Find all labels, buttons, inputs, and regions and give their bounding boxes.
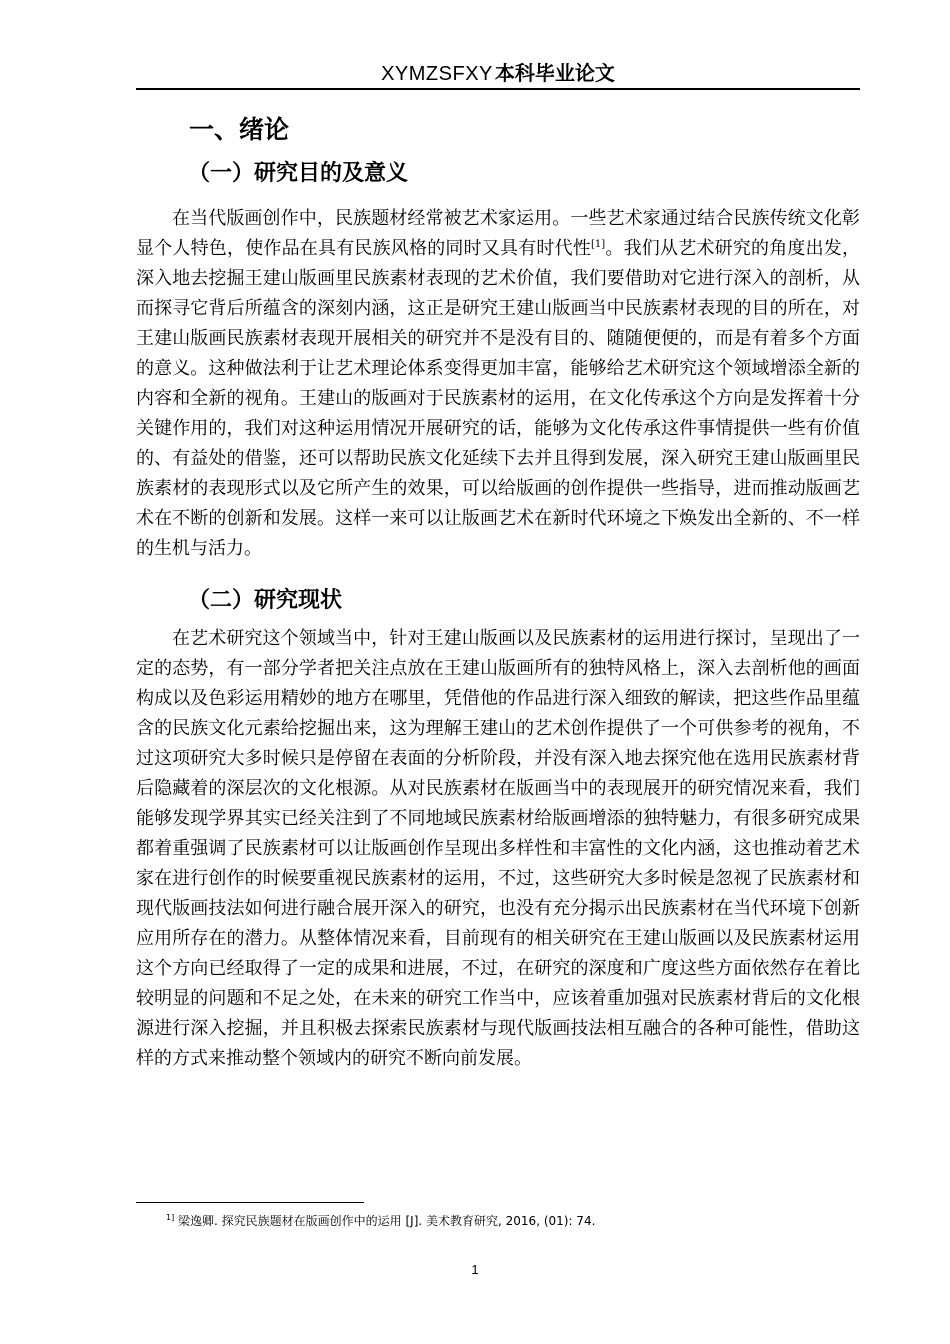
subsection-title-purpose: （一）研究目的及意义 [188, 161, 409, 186]
paragraph-purpose-part1: 在当代版画创作中，民族题材经常被艺术家运用。一些艺术家通过结合民族传统文化彰显个人特色，使作品在具有民族风格的同时又具有时代性 [136, 208, 860, 259]
footnote-reference[interactable]: [1] [591, 239, 606, 250]
footnote [166, 1212, 595, 1230]
header-latin: XYMZSFXY [381, 63, 493, 85]
footnote-text: 梁逸卿. 探究民族题材在版画创作中的运用 [J]. 美术教育研究, 2016, (01): 74. [178, 1214, 596, 1228]
header-title: 本科毕业论文 [494, 61, 615, 85]
paragraph-purpose [136, 204, 860, 564]
header-rule [136, 88, 860, 90]
footnote-marker: 1] [166, 1213, 175, 1222]
page-number: 1 [471, 1262, 479, 1277]
paragraph-status: 在艺术研究这个领域当中，针对王建山版画以及民族素材的运用进行探讨，呈现出了一定的态势，有一部分学者把关注点放在王建山版画所有的独特风格上，深入去剖析他的画面构成以及色彩运用精妙的地方在哪里，凭借他的作品进行深入细致的解读，把这些作品里蕴含的民族文化元素给挖掘出来，这为理解王建山的艺术创作提供了一个可供参考的视角，不过这项研究大多时候只是停留在表面的分析阶段，并没有深入地去探究他在选用民族素材背后隐藏着的深层次的文化根源。从对民族素材在版画当中的表现展开的研究情况来看，我们能够发现学界其实已经关注到了不同地域民族素材给版画增添的独特魅力，有很多研究成果都着重强调了民族素材可以让版画创作呈现出多样性和丰富性的文化内涵，这也推动着艺术家在进行创作的时候要重视民族素材的运用，不过，这些研究大多时候是忽视了民族素材和现代版画技法如何进行融合展开深入的研究，也没有充分揭示出民族素材在当代环境下创新应用所存在的潜力。从整体情况来看，目前现有的相关研究在王建山版画以及民族素材运用这个方向已经取得了一定的成果和进展，不过，在研究的深度和广度这些方面依然存在着比较明显的问题和不足之处，在未来的研究工作当中，应该着重加强对民族素材背后的文化根源进行深入挖掘，并且积极去探索民族素材与现代版画技法相互融合的各种可能性，借助这样的方式来推动整个领域内的研究不断向前发展。 [136, 628, 860, 1069]
section-title: 一、绪论 [189, 115, 290, 144]
subsection-title-status: （二）研究现状 [188, 588, 343, 613]
footnote-rule [136, 1202, 364, 1203]
paragraph-purpose-part2: 。我们从艺术研究的角度出发，深入地去挖掘王建山版画里民族素材表现的艺术价值，我们要借助对它进行深入的剖析，从而探寻它背后所蕴含的深刻内涵，这正是研究王建山版画当中民族素材表现的目的所在，对王建山版画民族素材表现开展相关的研究并不是没有目的、随随便便的，而是有着多个方面的意义。这种做法利于让艺术理论体系变得更加丰富，能够给艺术研究这个领域增添全新的内容和全新的视角。王建山的版画对于民族素材的运用，在文化传承这个方向是发挥着十分关键作用的，我们对这种运用情况开展研究的话，能够为文化传承这件事情提供一些有价值的、有益处的借鉴，还可以帮助民族文化延续下去并且得到发展，深入研究王建山版画里民族素材的表现形式以及它所产生的效果，可以给版画的创作提供一些指导，进而推动版画艺术在不断的创新和发展。这样一来可以让版画艺术在新时代环境之下焕发出全新的、不一样的生机与活力。 [136, 238, 860, 559]
running-header [136, 58, 860, 89]
